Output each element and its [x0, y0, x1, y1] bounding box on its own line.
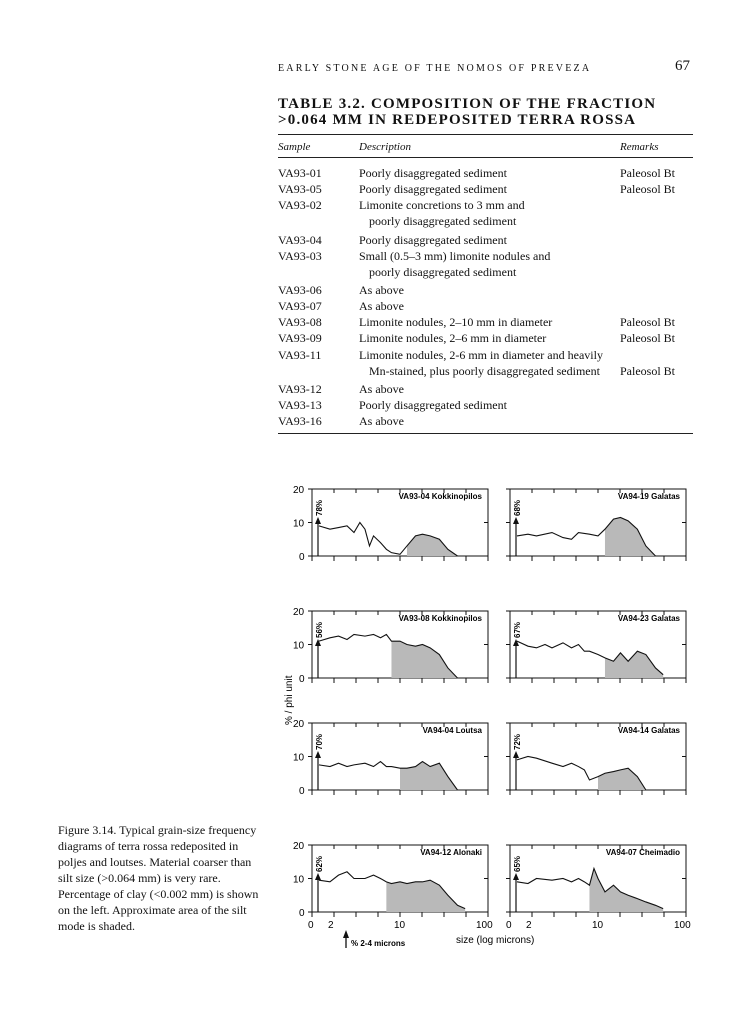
clay-percentage: 72% — [513, 733, 522, 750]
clay-percentage: 56% — [315, 621, 324, 638]
sample-cell: VA93-09 — [278, 331, 322, 345]
clay-arrow-head — [315, 517, 321, 524]
y-tick-label: 10 — [293, 640, 305, 652]
description-cell: As above — [359, 299, 404, 313]
description-continuation: poorly disaggregated sediment — [369, 214, 517, 228]
remarks-cell: Paleosol Bt — [620, 182, 676, 196]
remarks-cell: Paleosol Bt — [620, 331, 676, 345]
panel-label: VA94-23 Galatas — [617, 614, 680, 623]
y-tick-label: 20 — [293, 485, 305, 496]
running-title: EARLY STONE AGE OF THE NOMOS OF PREVEZA — [278, 63, 592, 74]
panel-label: VA94-04 Loutsa — [422, 726, 482, 735]
clay-arrow-head — [315, 751, 321, 758]
y-tick-label: 0 — [299, 674, 305, 685]
remarks-cell: Paleosol Bt — [620, 364, 676, 378]
y-tick-label: 0 — [299, 552, 305, 563]
x-tick-label: 0 — [506, 920, 512, 931]
description-cell: Poorly disaggregated sediment — [359, 166, 507, 180]
panel-label: VA93-08 Kokkinopilos — [398, 614, 482, 623]
x-axis-label: size (log microns) — [456, 935, 535, 946]
x-tick-label: 0 — [308, 920, 314, 931]
clay-arrow-head — [513, 873, 519, 880]
description-cell: Small (0.5–3 mm) limonite nodules and — [359, 249, 551, 263]
sample-cell: VA93-04 — [278, 233, 322, 247]
y-tick-label: 0 — [299, 908, 305, 919]
y-tick-label: 10 — [293, 874, 305, 886]
table-title-line1: TABLE 3.2. COMPOSITION OF THE FRACTION — [278, 96, 657, 112]
y-tick-label: 20 — [293, 841, 305, 852]
panel-label: VA93-04 Kokkinopilos — [398, 492, 482, 501]
description-cell: Poorly disaggregated sediment — [359, 233, 507, 247]
x-tick-label: 100 — [674, 920, 691, 931]
panel-label: VA94-14 Galatas — [617, 726, 680, 735]
description-cell: Limonite nodules, 2–6 mm in diameter — [359, 331, 547, 345]
clay-arrow-head — [315, 873, 321, 880]
x-tick-label: 10 — [592, 920, 604, 931]
x-tick-label: 2 — [328, 920, 334, 931]
column-header-sample: Sample — [278, 141, 311, 153]
table-title-line2: >0.064 MM IN REDEPOSITED TERRA ROSSA — [278, 112, 637, 128]
y-axis-label: % / phi unit — [284, 675, 295, 725]
sample-cell: VA93-01 — [278, 166, 322, 180]
description-continuation: poorly disaggregated sediment — [369, 265, 517, 279]
panel-label: VA94-12 Alonaki — [420, 848, 482, 857]
sample-cell: VA93-13 — [278, 398, 322, 412]
panel-label: VA94-19 Galatas — [617, 492, 680, 501]
sample-cell: VA93-11 — [278, 348, 322, 362]
description-cell: Poorly disaggregated sediment — [359, 182, 507, 196]
description-cell: Limonite nodules, 2-6 mm in diameter and heavily — [359, 348, 603, 362]
description-cell: As above — [359, 382, 404, 396]
clay-note: % 2-4 microns — [351, 939, 406, 948]
sample-cell: VA93-03 — [278, 249, 322, 263]
description-cell: Limonite nodules, 2–10 mm in diameter — [359, 315, 553, 329]
sample-cell: VA93-12 — [278, 382, 322, 396]
silt-shaded-area — [391, 641, 457, 678]
clay-percentage: 68% — [513, 499, 522, 516]
silt-shaded-area — [589, 868, 663, 912]
sample-cell: VA93-02 — [278, 198, 322, 212]
sample-cell: VA93-05 — [278, 182, 322, 196]
sample-cell: VA93-06 — [278, 283, 322, 297]
description-continuation: Mn-stained, plus poorly disaggregated sediment — [369, 364, 600, 378]
x-tick-label: 10 — [394, 920, 406, 931]
clay-percentage: 62% — [315, 855, 324, 872]
clay-arrow-head — [315, 639, 321, 646]
sample-cell: VA93-08 — [278, 315, 322, 329]
description-cell: As above — [359, 283, 404, 297]
clay-percentage: 78% — [315, 499, 324, 516]
clay-note-arrow-head — [343, 930, 349, 938]
description-cell: Poorly disaggregated sediment — [359, 398, 507, 412]
remarks-cell: Paleosol Bt — [620, 166, 676, 180]
clay-percentage: 67% — [513, 621, 522, 638]
description-cell: Limonite concretions to 3 mm and — [359, 198, 525, 212]
figure-caption: Figure 3.14. Typical grain-size frequency diagrams of terra rossa redeposited in poljes and loutses. Material coarser than silt size (>0.064 mm) is very rare. Percentage of clay (<0.002 mm) is shown on the left. Approximate area of the silt mode is shaded. — [58, 823, 259, 933]
y-tick-label: 20 — [293, 607, 305, 618]
y-tick-label: 10 — [293, 518, 305, 530]
remarks-cell: Paleosol Bt — [620, 315, 676, 329]
clay-arrow-head — [513, 517, 519, 524]
column-header-remarks: Remarks — [620, 141, 659, 153]
y-tick-label: 20 — [293, 719, 305, 730]
page-number: 67 — [675, 58, 690, 74]
clay-arrow-head — [513, 639, 519, 646]
sample-cell: VA93-07 — [278, 299, 322, 313]
description-cell: As above — [359, 414, 404, 428]
y-tick-label: 0 — [299, 786, 305, 797]
clay-percentage: 65% — [513, 855, 522, 872]
clay-arrow-head — [513, 751, 519, 758]
column-header-description: Description — [359, 141, 411, 153]
clay-percentage: 70% — [315, 733, 324, 750]
panel-label: VA94-07 Cheimadio — [605, 848, 680, 857]
silt-shaded-area — [386, 880, 465, 912]
x-tick-label: 2 — [526, 920, 532, 931]
sample-cell: VA93-16 — [278, 414, 322, 428]
x-tick-label: 100 — [476, 920, 493, 931]
y-tick-label: 10 — [293, 752, 305, 764]
